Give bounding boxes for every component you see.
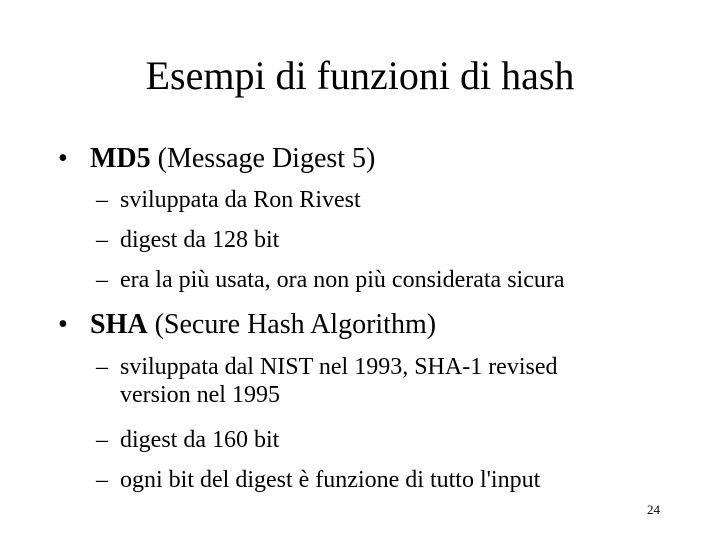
subitem-text: era la più usata, ora non più considerata sicura	[120, 267, 565, 293]
dash: –	[96, 467, 108, 493]
subitem	[96, 266, 565, 294]
bullet-description: (Message Digest 5)	[150, 143, 376, 174]
subitem-text: ogni bit del digest è funzione di tutto l'input	[120, 467, 541, 493]
bullet-dot: •	[58, 143, 68, 174]
subitem	[96, 426, 279, 454]
dash: –	[96, 354, 108, 380]
subitem-text: digest da 160 bit	[120, 427, 280, 453]
slide-title: Esempi di funzioni di hash	[145, 53, 575, 98]
bullet-keyword: SHA	[90, 309, 148, 340]
page-number: 24	[647, 502, 660, 517]
subitem	[96, 466, 540, 494]
dash: –	[96, 267, 108, 293]
dash: –	[96, 227, 108, 253]
subitem	[96, 353, 558, 409]
subitem	[96, 186, 361, 214]
bullet-dot: •	[58, 309, 68, 340]
bullet-sha	[58, 308, 436, 342]
bullet-description: (Secure Hash Algorithm)	[147, 309, 437, 340]
bullet-keyword: MD5	[90, 143, 151, 174]
dash: –	[96, 187, 108, 213]
dash: –	[96, 427, 108, 453]
bullet-md5	[58, 142, 375, 176]
subitem-text: sviluppata dal NIST nel 1993, SHA-1 revised	[120, 354, 558, 380]
subitem-continuation: version nel 1995	[120, 382, 280, 408]
subitem-text: digest da 128 bit	[120, 227, 280, 253]
subitem	[96, 226, 279, 254]
subitem-text: sviluppata da Ron Rivest	[120, 187, 361, 213]
